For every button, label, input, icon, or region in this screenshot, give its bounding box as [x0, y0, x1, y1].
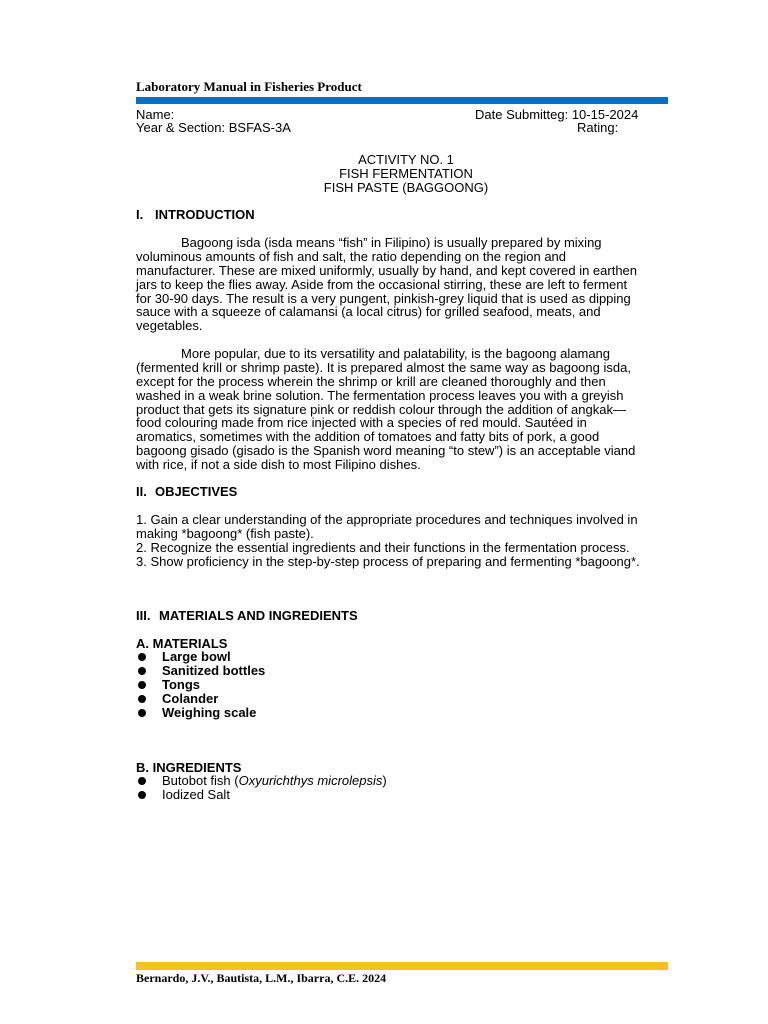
- materials-subheading: A. MATERIALS: [136, 636, 228, 651]
- list-item: [136, 706, 265, 720]
- material-item: Tongs: [162, 677, 201, 692]
- materials-list: [136, 650, 265, 720]
- footer-divider-bar: [136, 962, 668, 970]
- activity-subtitle: FISH FERMENTATION: [339, 166, 473, 181]
- paragraph-line: vegetables.: [136, 318, 203, 334]
- paragraph-line: washed in a weak brine solution. The fermentation process leaves you with a greyish: [136, 387, 624, 403]
- bullet-icon: [138, 709, 146, 717]
- paragraph-line: sauce with a squeeze of calamansi (a local citrus) for grilled seafood, meats, and: [136, 304, 601, 320]
- introduction-paragraph-2: [136, 347, 676, 472]
- activity-title: FISH PASTE (BAGGOONG): [323, 180, 489, 195]
- bullet-icon: [138, 777, 146, 785]
- paragraph-line: food colouring made from rice injected with a species of red mould. Sautéed in: [136, 415, 587, 431]
- list-item: [136, 664, 265, 678]
- objectives-heading: [136, 484, 237, 499]
- paragraph-line: jars to keep the flies away. Aside from the occasional stirring, these are left to ferment: [136, 276, 628, 292]
- paragraph-line: for 30-90 days. The result is a very pungent, pinkish-grey liquid that is used as dipping: [136, 290, 631, 306]
- ingredient-suffix: ): [382, 773, 387, 788]
- paragraph-line: aromatics, sometimes with the addition of tomatoes and fatty bits of pork, a good: [136, 429, 600, 445]
- paragraph-line: (fermented krill or shrimp paste). It is prepared almost the same way as bagoong isda,: [136, 359, 631, 375]
- section-number: III.: [136, 608, 151, 623]
- section-title: MATERIALS AND INGREDIENTS: [159, 608, 358, 623]
- date-submitted-label: Date Submitteg: 10-15-2024: [475, 107, 639, 122]
- header-divider-bar: [136, 97, 668, 104]
- material-item: Large bowl: [162, 649, 231, 664]
- ingredients-subheading: B. INGREDIENTS: [136, 760, 242, 775]
- material-item: Sanitized bottles: [162, 663, 266, 678]
- material-item: Colander: [162, 691, 219, 706]
- objective-item: 1. Gain a clear understanding of the appropriate procedures and techniques involved in: [136, 512, 638, 527]
- objective-item: making *bagoong* (fish paste).: [136, 525, 314, 541]
- ingredients-list: [136, 774, 387, 802]
- section-number: I.: [136, 207, 144, 222]
- list-item: [136, 678, 265, 692]
- bullet-icon: [138, 653, 146, 661]
- material-item: Weighing scale: [162, 705, 257, 720]
- list-item: [136, 650, 265, 664]
- paragraph-line: except for the process wherein the shrimp or krill are cleaned thoroughly and then: [136, 373, 606, 389]
- paragraph-line: product that gets its signature pink or reddish colour through the addition of angkak—: [136, 401, 626, 417]
- list-item: [136, 692, 265, 706]
- ingredient-item: Iodized Salt: [162, 787, 230, 802]
- paragraph-line: bagoong gisado (gisado is the Spanish word meaning “to stew”) is an acceptable viand: [136, 443, 636, 459]
- paragraph-line: manufacturer. These are mixed uniformly, usually by hand, and kept covered in earthen: [136, 262, 638, 278]
- materials-ingredients-heading: [136, 608, 358, 623]
- activity-number: ACTIVITY NO. 1: [358, 152, 454, 167]
- activity-title-block: [136, 153, 676, 195]
- manual-title: Laboratory Manual in Fisheries Product: [136, 79, 362, 94]
- ingredient-prefix: Butobot fish (: [162, 773, 239, 788]
- section-number: II.: [136, 484, 147, 499]
- objective-item: 3. Show proficiency in the step-by-step process of preparing and fermenting *bagoong*.: [136, 553, 640, 569]
- bullet-icon: [138, 681, 146, 689]
- footer-authors: Bernardo, J.V., Bautista, L.M., Ibarra, C.E. 2024: [136, 971, 387, 985]
- introduction-heading: [136, 207, 255, 222]
- paragraph-line: Bagoong isda (isda means “fish” in Filipino) is usually prepared by mixing: [181, 235, 602, 250]
- rating-label: Rating:: [577, 120, 619, 135]
- bullet-icon: [138, 791, 146, 799]
- name-label: Name:: [136, 107, 175, 122]
- year-section-label: Year & Section: BSFAS-3A: [136, 120, 291, 135]
- paragraph-line: voluminous amounts of fish and salt, the ratio depending on the region and: [136, 248, 567, 264]
- list-item: [136, 788, 387, 802]
- bullet-icon: [138, 695, 146, 703]
- ingredient-species: Oxyurichthys microlepsis: [238, 773, 383, 788]
- objectives-list: [136, 513, 676, 569]
- list-item: [136, 774, 387, 788]
- objective-item: 2. Recognize the essential ingredients and their functions in the fermentation process.: [136, 539, 630, 555]
- section-title: INTRODUCTION: [155, 207, 255, 222]
- bullet-icon: [138, 667, 146, 675]
- paragraph-line: with rice, if not a side dish to most Filipino dishes.: [136, 457, 421, 473]
- section-title: OBJECTIVES: [155, 484, 238, 499]
- introduction-paragraph-1: [136, 236, 676, 333]
- paragraph-line: More popular, due to its versatility and palatability, is the bagoong alamang: [181, 346, 611, 361]
